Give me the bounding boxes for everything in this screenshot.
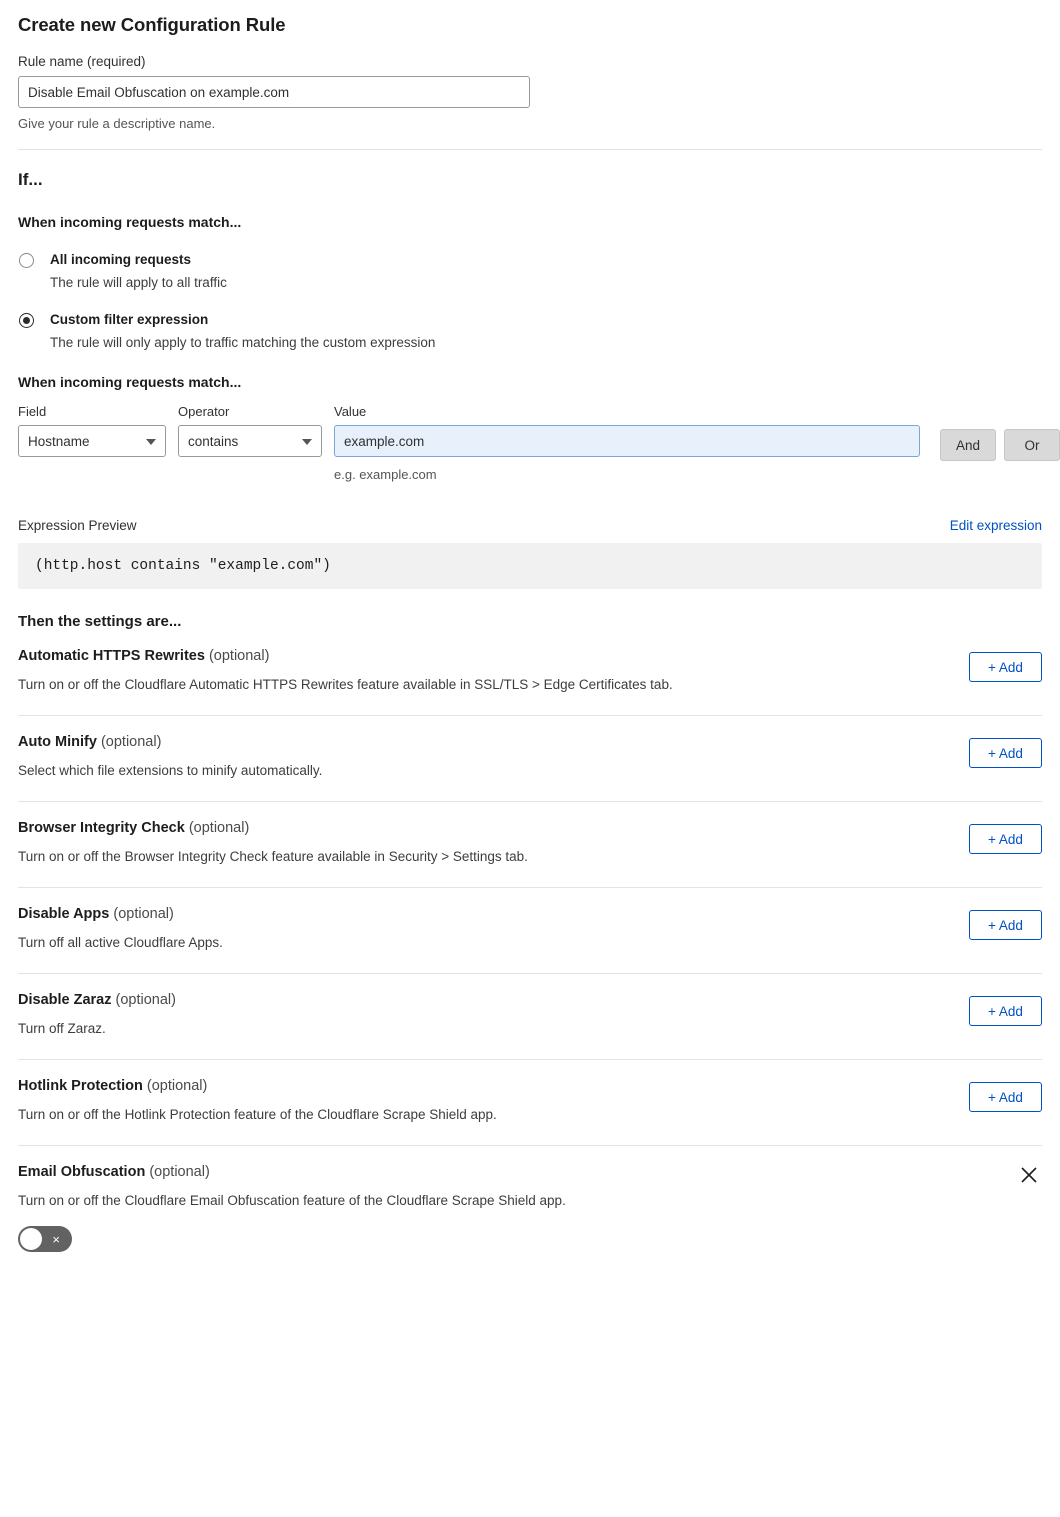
rule-name-label: Rule name (required)	[18, 54, 146, 69]
radio-option-custom-filter[interactable]	[18, 311, 1042, 350]
radio-custom-filter-text	[50, 311, 435, 350]
match-heading: When incoming requests match...	[18, 214, 242, 230]
rule-name-input[interactable]	[18, 76, 530, 108]
radio-icon-all-requests[interactable]	[19, 253, 34, 268]
setting-description: Turn on or off the Browser Integrity Check feature available in Security > Settings tab.	[18, 849, 528, 864]
setting-optional: (optional)	[113, 906, 174, 922]
field-label: Field	[18, 404, 47, 419]
radio-custom-filter-title: Custom filter expression	[50, 312, 209, 327]
divider	[18, 149, 1042, 150]
setting-title	[18, 820, 1042, 836]
add-button[interactable]: + Add	[969, 996, 1042, 1026]
then-section-heading: Then the settings are...	[18, 613, 182, 630]
expression-preview-header	[18, 518, 1042, 533]
value-label: Value	[334, 404, 367, 419]
setting-browser-integrity-check	[18, 802, 1042, 888]
setting-name: Disable Zaraz	[18, 992, 112, 1008]
rule-name-group	[18, 54, 1042, 131]
remove-setting-icon[interactable]	[1018, 1164, 1040, 1186]
radio-all-requests-title: All incoming requests	[50, 252, 192, 267]
radio-icon-custom-filter[interactable]	[19, 313, 34, 328]
setting-optional: (optional)	[100, 734, 162, 750]
setting-hotlink-protection	[18, 1060, 1042, 1146]
add-button[interactable]: + Add	[969, 824, 1042, 854]
chevron-down-icon	[302, 439, 312, 445]
setting-disable-zaraz	[18, 974, 1042, 1060]
setting-name: Browser Integrity Check	[18, 820, 185, 836]
page-title: Create new Configuration Rule	[18, 14, 286, 35]
logic-buttons	[932, 429, 1060, 461]
close-icon: ×	[52, 1231, 60, 1247]
setting-title	[18, 992, 1042, 1008]
add-button[interactable]: + Add	[969, 910, 1042, 940]
radio-option-all-requests[interactable]	[18, 251, 1042, 290]
setting-optional: (optional)	[115, 992, 176, 1008]
and-button[interactable]: And	[940, 429, 996, 461]
add-button[interactable]: + Add	[969, 652, 1042, 682]
setting-description: Turn off all active Cloudflare Apps.	[18, 935, 223, 950]
rule-name-help: Give your rule a descriptive name.	[18, 116, 216, 131]
setting-description: Turn on or off the Cloudflare Automatic HTTPS Rewrites feature available in SSL/TLS > Edge Certificates tab.	[18, 677, 673, 692]
setting-optional: (optional)	[188, 820, 250, 836]
radio-custom-filter-desc: The rule will only apply to traffic matching the custom expression	[50, 335, 436, 350]
field-select[interactable]	[18, 425, 166, 457]
expression-preview-label: Expression Preview	[18, 518, 137, 533]
builder-heading: When incoming requests match...	[18, 374, 242, 390]
radio-all-requests-text	[50, 251, 227, 290]
setting-optional: (optional)	[149, 1164, 210, 1180]
setting-title	[18, 734, 1042, 750]
toggle-knob	[20, 1228, 42, 1250]
setting-name: Automatic HTTPS Rewrites	[18, 648, 205, 664]
or-button[interactable]: Or	[1004, 429, 1060, 461]
value-input[interactable]	[334, 425, 920, 457]
setting-name: Auto Minify	[18, 734, 97, 750]
radio-all-requests-desc: The rule will apply to all traffic	[50, 275, 227, 290]
value-column	[334, 404, 920, 482]
operator-label: Operator	[178, 404, 230, 419]
setting-title	[18, 906, 1042, 922]
setting-automatic-https-rewrites	[18, 630, 1042, 716]
setting-title	[18, 1164, 1042, 1180]
operator-select-value: contains	[188, 433, 239, 449]
expression-builder-row	[18, 404, 1042, 482]
chevron-down-icon	[146, 439, 156, 445]
field-select-value: Hostname	[28, 433, 90, 449]
add-button[interactable]: + Add	[969, 738, 1042, 768]
setting-email-obfuscation	[18, 1146, 1042, 1272]
expression-preview-box: (http.host contains "example.com")	[18, 543, 1042, 589]
setting-description: Turn on or off the Hotlink Protection feature of the Cloudflare Scrape Shield app.	[18, 1107, 497, 1122]
setting-description: Turn off Zaraz.	[18, 1021, 106, 1036]
if-section-heading: If...	[18, 170, 43, 189]
field-column	[18, 404, 166, 457]
setting-description: Select which file extensions to minify automatically.	[18, 763, 323, 778]
operator-select[interactable]	[178, 425, 322, 457]
setting-name: Email Obfuscation	[18, 1164, 146, 1180]
setting-optional: (optional)	[146, 1078, 208, 1094]
setting-disable-apps	[18, 888, 1042, 974]
setting-description: Turn on or off the Cloudflare Email Obfuscation feature of the Cloudflare Scrape Shield app.	[18, 1193, 566, 1208]
setting-optional: (optional)	[208, 648, 270, 664]
operator-column	[178, 404, 322, 457]
setting-auto-minify	[18, 716, 1042, 802]
setting-title	[18, 648, 1042, 664]
value-hint: e.g. example.com	[334, 467, 437, 482]
edit-expression-link[interactable]: Edit expression	[949, 518, 1042, 533]
add-button[interactable]: + Add	[969, 1082, 1042, 1112]
email-obfuscation-toggle[interactable]	[18, 1226, 72, 1252]
setting-title	[18, 1078, 1042, 1094]
setting-name: Hotlink Protection	[18, 1078, 143, 1094]
setting-name: Disable Apps	[18, 906, 110, 922]
